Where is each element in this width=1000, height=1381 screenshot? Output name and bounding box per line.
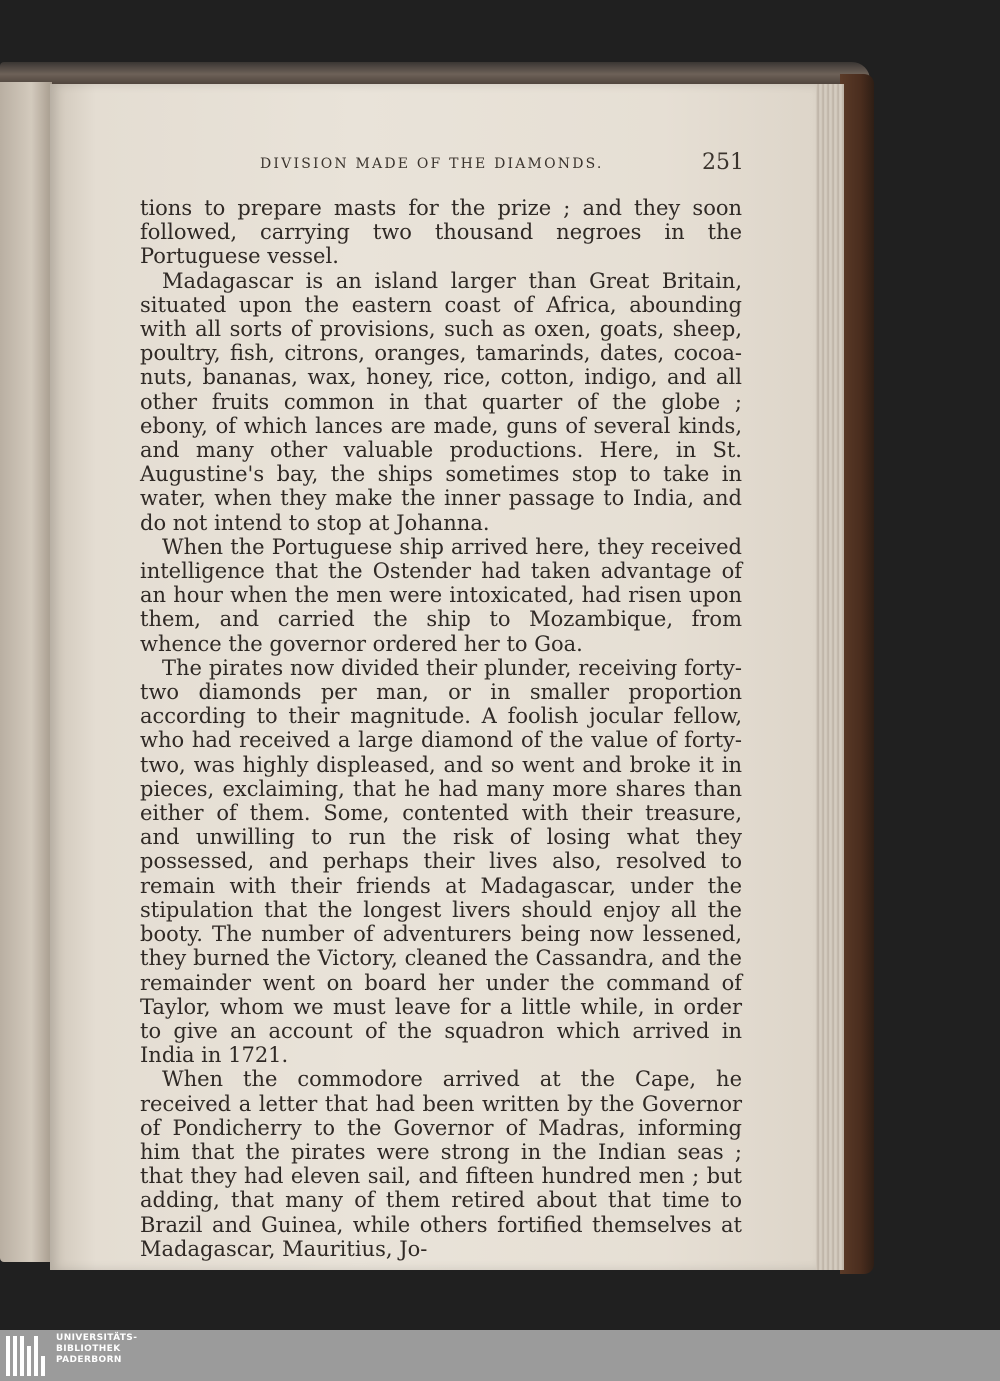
paragraph: When the commodore arrived at the Cape, he received a letter that had been written by the Governor of Pondicherry to the Governor of Madras, informing him that the pirates were strong in the Indian seas ; that they had eleven sail, and fifteen hundred men ; but adding, that many of them retired about that time to Brazil and Guinea, while others fortified themselves at Madagascar, Mauritius, Jo-: [140, 1067, 742, 1261]
library-logo-icon: [6, 1336, 46, 1376]
library-footer: [0, 1330, 1000, 1381]
book-page: [50, 84, 816, 1270]
book-cover-right: [840, 74, 874, 1274]
running-head: DIVISION MADE OF THE DIAMONDS.: [260, 156, 604, 172]
library-name: [56, 1333, 137, 1366]
library-name-line: BIBLIOTHEK: [56, 1344, 121, 1354]
book-cover-top: [0, 62, 870, 86]
left-page-edge: [0, 82, 52, 1262]
library-name-line: UNIVERSITÄTS-: [56, 1333, 138, 1343]
paragraph: tions to prepare masts for the prize ; and they soon followed, carrying two thousand negroes in the Portuguese vessel.: [140, 196, 742, 269]
paragraph: The pirates now divided their plunder, receiving forty-two diamonds per man, or in smaller proportion according to their magnitude. A foolish jocular fellow, who had received a large diamond of the value of forty-two, was highly displeased, and so went and broke it in pieces, exclaiming, that he had many more shares than either of them. Some, contented with their treasure, and unwilling to run the risk of losing what they possessed, and perhaps their lives also, resolved to remain with their friends at Madagascar, under the stipulation that the longest livers should enjoy all the booty. The number of adventurers being now lessened, they burned the Victory, cleaned the Cassandra, and the remainder went on board her under the command of Taylor, whom we must leave for a little while, in order to give an account of the squadron which arrived in India in 1721.: [140, 655, 742, 1068]
page-number: 251: [702, 150, 744, 175]
paragraph: When the Portuguese ship arrived here, they received intelligence that the Ostender had taken advantage of an hour when the men were intoxicated, had risen upon them, and carried the ship to Mozambique, from whence the governor ordered her to Goa.: [140, 534, 742, 656]
library-name-line: PADERBORN: [56, 1355, 122, 1365]
paragraph: Madagascar is an island larger than Great Britain, situated upon the eastern coast of Africa, abounding with all sorts of provisions, such as oxen, goats, sheep, poultry, fish, citrons, oranges, tamarinds, dates, cocoa-nuts, bananas, wax, honey, rice, cotton, indigo, and all other fruits common in that quarter of the globe ; ebony, of which lances are made, guns of several kinds, and many other valuable productions. Here, in St. Augustine's bay, the ships sometimes stop to take in water, when they make the inner passage to India, and do not intend to stop at Johanna.: [140, 268, 742, 535]
body-text: [140, 196, 742, 1261]
